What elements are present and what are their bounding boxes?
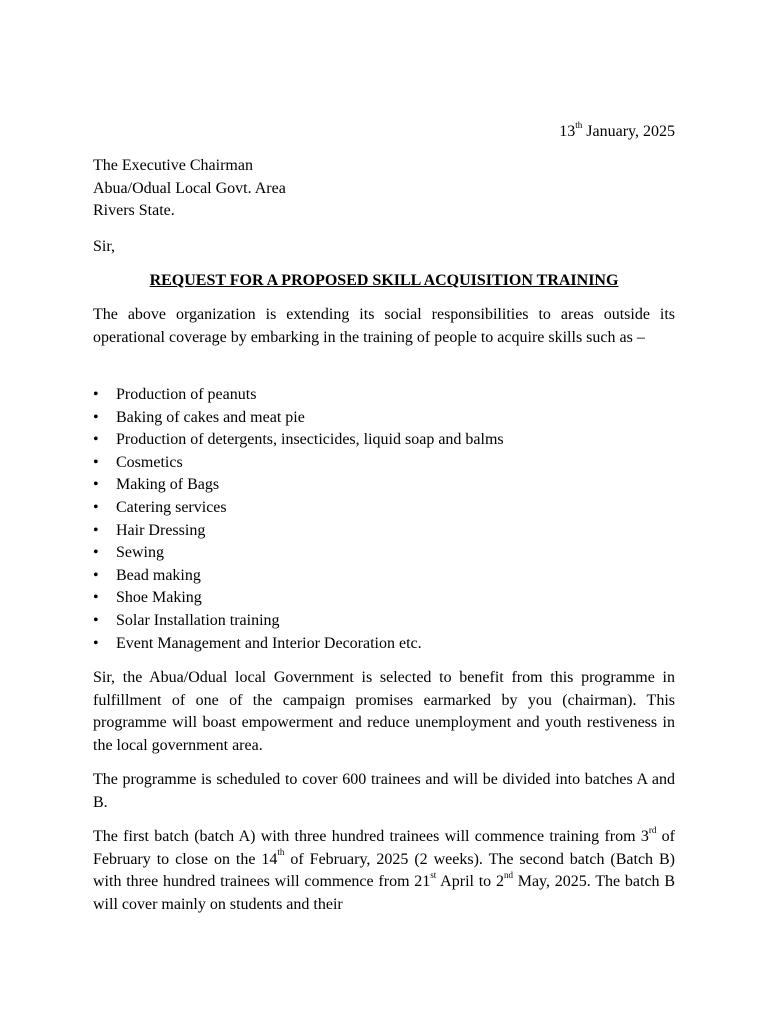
skills-list-item [93, 587, 675, 610]
skill-label: Baking of cakes and meat pie [116, 408, 305, 426]
skills-list-item [93, 565, 675, 588]
ordinal-suffix: th [277, 847, 285, 858]
skill-label: Catering services [116, 498, 227, 516]
bullet-icon: • [93, 453, 99, 471]
letter-heading: REQUEST FOR A PROPOSED SKILL ACQUISITION TRAINING [149, 272, 619, 289]
skills-list [93, 384, 675, 655]
skill-label: Cosmetics [116, 453, 183, 471]
intro-paragraph: The above organization is extending its social responsibilities to areas outside its operational coverage by embarking in the training of people to acquire skills such as – [93, 306, 675, 346]
address-line-1: The Executive Chairman [93, 157, 253, 174]
skill-label: Shoe Making [116, 589, 202, 607]
skills-list-item [93, 497, 675, 520]
bullet-icon: • [93, 431, 99, 449]
bullet-icon: • [93, 589, 99, 607]
skills-list-item [93, 384, 675, 407]
skills-list-item [93, 633, 675, 656]
skill-label: Solar Installation training [116, 611, 280, 629]
bullet-icon: • [93, 408, 99, 426]
skill-label: Making of Bags [116, 476, 220, 494]
bullet-icon: • [93, 498, 99, 516]
schedule-paragraph [93, 826, 675, 916]
ordinal-suffix: rd [648, 824, 657, 835]
skills-list-item [93, 407, 675, 430]
bullet-icon: • [93, 634, 99, 652]
date-month-year: January, 2025 [586, 123, 675, 140]
skill-label: Production of detergents, insecticides, liquid soap and balms [116, 431, 504, 449]
bullet-icon: • [93, 544, 99, 562]
salutation: Sir, [93, 238, 116, 255]
skills-list-item [93, 520, 675, 543]
schedule-text-2: of February to close on the 14 [93, 828, 676, 868]
schedule-text-4: April to 2 [436, 873, 504, 891]
date-day-suffix: th [575, 119, 583, 130]
bullet-icon: • [93, 386, 99, 403]
date-day: 13 [559, 123, 576, 140]
recipient-address [93, 155, 286, 223]
skill-label: Bead making [116, 566, 201, 584]
bullet-icon: • [93, 611, 99, 629]
bullet-icon: • [93, 476, 99, 494]
benefit-paragraph: Sir, the Abua/Odual local Government is selected to benefit from this programme in fulfillment of one of the campaign promises earmarked by you (chairman). This programme will boast empowerment and reduce unemployment and youth restiveness in the local government area. [93, 669, 675, 754]
skill-label: Hair Dressing [116, 521, 206, 539]
skills-list-item [93, 452, 675, 475]
bullet-icon: • [93, 521, 99, 539]
skill-label: Event Management and Interior Decoration etc. [116, 634, 422, 652]
skill-label: Production of peanuts [116, 386, 257, 403]
schedule-text-3: of February, 2025 (2 weeks). The second batch (Batch B) with three hundred trainees will commence from 21 [93, 850, 676, 891]
ordinal-suffix: nd [503, 869, 513, 880]
schedule-text-5: May, 2025. The batch B will cover mainly on students and their [93, 873, 675, 913]
bullet-icon: • [93, 566, 99, 584]
address-line-2: Abua/Odual Local Govt. Area [93, 179, 286, 197]
ordinal-suffix: st [430, 869, 437, 880]
skill-label: Sewing [116, 544, 164, 562]
address-line-3: Rivers State. [93, 202, 175, 219]
skills-list-item [93, 542, 675, 565]
skills-list-item [93, 474, 675, 497]
schedule-text-1: The first batch (batch A) with three hundred trainees will commence training from 3 [93, 828, 649, 845]
skills-list-item [93, 429, 675, 452]
letter-date [559, 119, 675, 142]
skills-list-item [93, 610, 675, 633]
trainees-paragraph: The programme is scheduled to cover 600 trainees and will be divided into batches A and B. [93, 771, 675, 811]
